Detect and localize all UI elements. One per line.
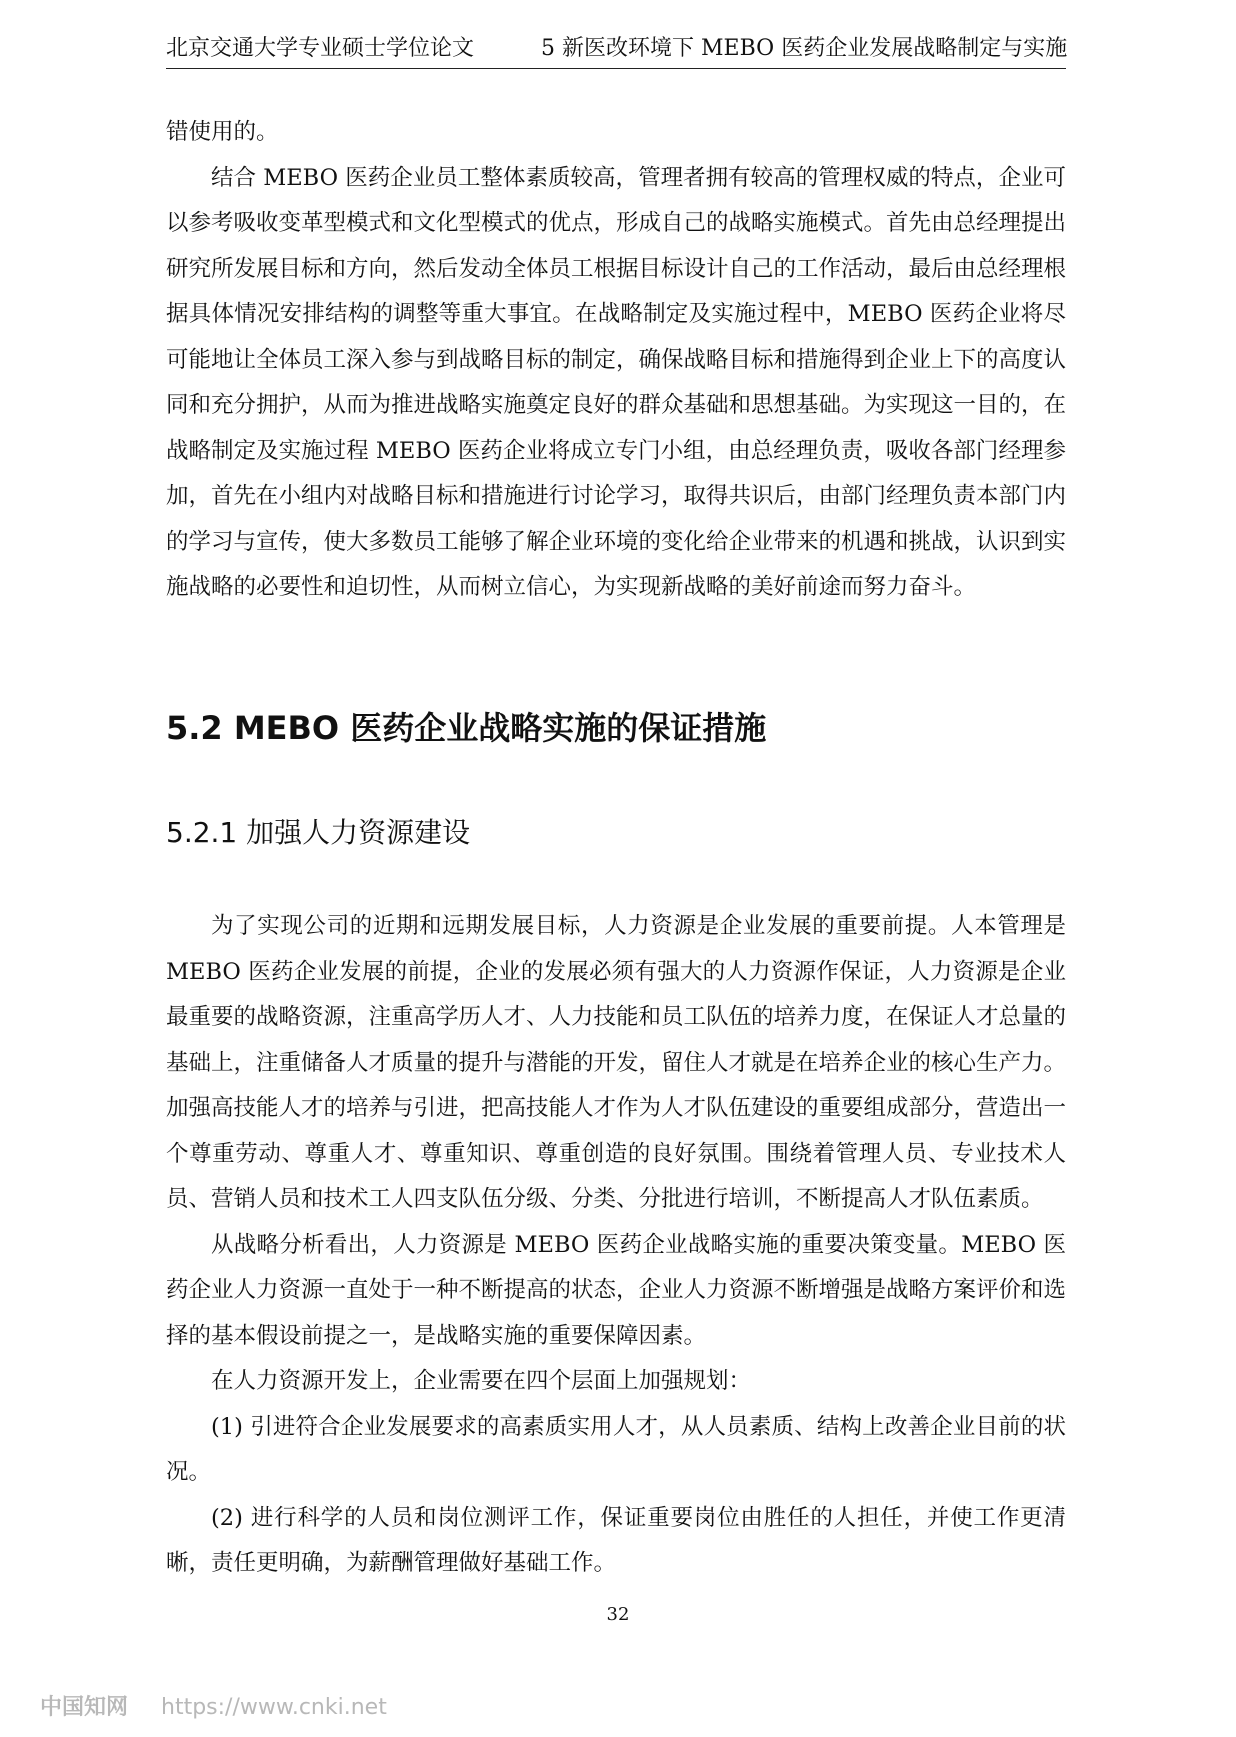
watermark-url: https://www.cnki.net [161, 1695, 387, 1720]
paragraph: 为了实现公司的近期和远期发展目标，人力资源是企业发展的重要前提。人本管理是 MEBO 医药企业发展的前提，企业的发展必须有强大的人力资源作保证，人力资源是企业最重要的战略资源，注重高学历人才、人力技能和员工队伍的培养力度，在保证人才总量的基础上，注重储备人才质量的提升与潜能的开发，留住人才就是在培养企业的核心生产力。加强高技能人才的培养与引进，把高技能人才作为人才队伍建设的重要组成部分，营造出一个尊重劳动、尊重人才、尊重知识、尊重创造的良好氛围。围绕着管理人员、专业技术人员、营销人员和技术工人四支队伍分级、分类、分批进行培训，不断提高人才队伍素质。 [166, 913, 1067, 1212]
paragraph: 从战略分析看出，人力资源是 MEBO 医药企业战略实施的重要决策变量。MEBO 医药企业人力资源一直处于一种不断提高的状态，企业人力资源不断增强是战略方案评价和选择的基本假设前提之一，是战略实施的重要保障因素。 [166, 1231, 1067, 1349]
page-number: 32 [606, 1604, 630, 1625]
list-item: (2) 进行科学的人员和岗位测评工作，保证重要岗位由胜任的人担任，并使工作更清晰，责任更明确，为薪酬管理做好基础工作。 [166, 1504, 1066, 1576]
running-header [166, 34, 1066, 69]
paragraph: 在人力资源开发上，企业需要在四个层面上加强规划： [211, 1368, 752, 1394]
paragraph: 错使用的。 [166, 119, 279, 145]
body-block-1 [166, 110, 1066, 611]
list-item: (1) 引进符合企业发展要求的高素质实用人才，从人员素质、结构上改善企业目前的状况。 [166, 1413, 1066, 1485]
watermark-brand: 中国知网 [40, 1695, 129, 1720]
cnki-watermark [40, 1690, 387, 1721]
paragraph: 结合 MEBO 医药企业员工整体素质较高，管理者拥有较高的管理权威的特点，企业可以参考吸收变革型模式和文化型模式的优点，形成自己的战略实施模式。首先由总经理提出研究所发展目标和方向，然后发动全体员工根据目标设计自己的工作活动，最后由总经理根据具体情况安排结构的调整等重大事宜。在战略制定及实施过程中，MEBO 医药企业将尽可能地让全体员工深入参与到战略目标的制定，确保战略目标和措施得到企业上下的高度认同和充分拥护，从而为推进战略实施奠定良好的群众基础和思想基础。为实现这一目的，在战略制定及实施过程 MEBO 医药企业将成立专门小组，由总经理负责，吸收各部门经理参加，首先在小组内对战略目标和措施进行讨论学习，取得共识后，由部门经理负责本部门内的学习与宣传，使大多数员工能够了解企业环境的变化给企业带来的机遇和挑战，认识到实施战略的必要性和迫切性，从而树立信心，为实现新战略的美好前途而努力奋斗。 [166, 164, 1067, 600]
body-block-2 [166, 904, 1066, 1587]
section-heading: 5.2 MEBO 医药企业战略实施的保证措施 [166, 709, 767, 747]
subsection-heading: 5.2.1 加强人力资源建设 [166, 816, 471, 849]
header-chapter-title: 5 新医改环境下 MEBO 医药企业发展战略制定与实施 [541, 36, 1068, 61]
header-thesis-title: 北京交通大学专业硕士学位论文 [166, 36, 475, 61]
